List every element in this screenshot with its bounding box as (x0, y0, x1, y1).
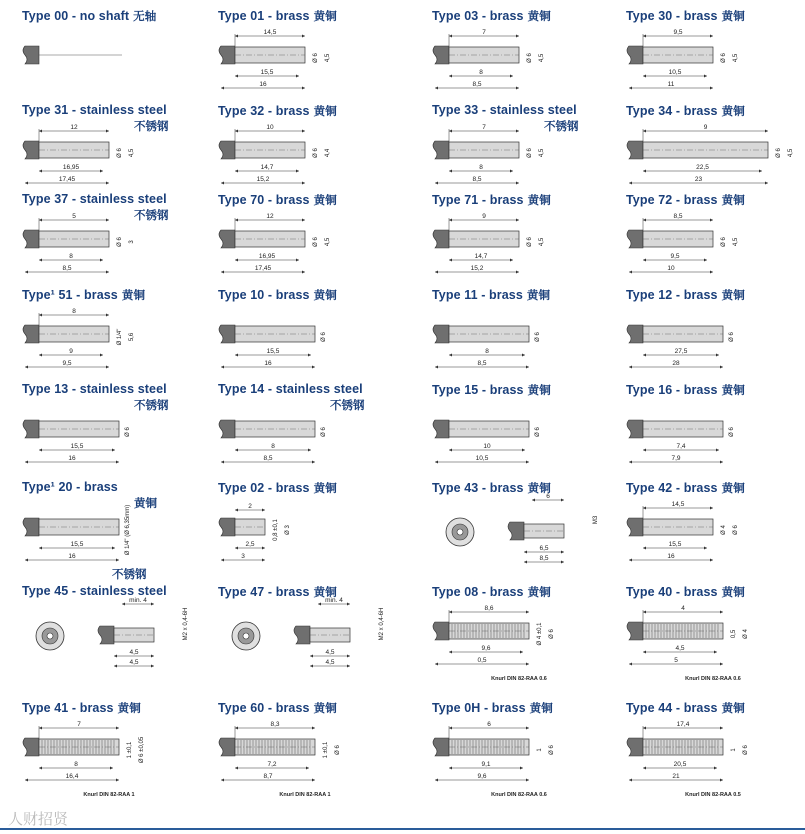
dimension-label: 28 (672, 360, 680, 367)
diameter-label: 4,4 (325, 148, 331, 158)
dimension-label: 8,5 (62, 265, 72, 272)
shaft-type-cell (218, 584, 418, 680)
material-cn: 黄铜 (313, 11, 337, 23)
dimension-label: 17,45 (58, 176, 76, 183)
diameter-label: Ø 6 (313, 237, 319, 247)
diameter-label: Ø 6 (535, 427, 541, 437)
diameter-label: 4,5 (325, 237, 331, 247)
material-cn: 不锈钢 (112, 569, 147, 581)
diameter-label: Ø 6 (729, 332, 735, 342)
dimension-label: 0,5 (477, 657, 487, 664)
dimension-label: 16 (68, 553, 76, 560)
shaft-drawing (22, 192, 212, 284)
dimension-label: 8 (69, 253, 73, 260)
type-name: Type 44 - brass (626, 701, 718, 715)
knurl-spec: Knurl DIN 82-RAA 1 (279, 792, 331, 798)
type-name: Type 72 - brass (626, 193, 718, 207)
diameter-label: Ø 6 (549, 745, 555, 755)
type-name: Type 10 - brass (218, 288, 310, 302)
material-cn: 黄铜 (313, 703, 337, 715)
dimension-label: 12 (70, 124, 78, 131)
watermark: 人财招贤 (8, 810, 69, 828)
knurl-spec: Knurl DIN 82-RAA 0.6 (685, 676, 741, 682)
diameter-label: 5,6 (129, 332, 135, 342)
material-cn: 不锈钢 (134, 400, 169, 412)
diameter-label: 3 (129, 240, 135, 244)
dimension-label: 7,2 (267, 761, 277, 768)
material-cn: 黄铜 (721, 195, 745, 207)
shaft-type-cell (22, 8, 222, 104)
dimension-label: 6 (487, 721, 491, 728)
dimension-label: 7,9 (671, 455, 681, 462)
shaft-type-cell (218, 8, 418, 104)
dimension-label: 7,4 (676, 443, 686, 450)
dimension-label: 10,5 (668, 69, 682, 76)
diameter-label: Ø 6 (321, 332, 327, 342)
dimension-label: 4,5 (325, 649, 335, 656)
dimension-label: 9 (482, 213, 486, 220)
shaft-drawing (626, 584, 805, 682)
diameter-label: Ø 6 (729, 427, 735, 437)
shaft-drawing (218, 382, 408, 474)
shaft-drawing (432, 287, 622, 379)
dimension-label: 8,5 (673, 213, 683, 220)
diameter-label: Ø 1/4" (Ø 6,35mm) (125, 504, 131, 556)
diameter-label: Ø 6 (313, 148, 319, 158)
bottom-rule (0, 828, 805, 830)
shaft-type-cell (22, 480, 222, 576)
type-name: Type 01 - brass (218, 9, 310, 23)
dimension-label: 9,6 (477, 773, 487, 780)
shaft-type-cell (218, 192, 418, 288)
diameter-label: Ø 6 ±0,05 (139, 736, 145, 764)
diameter-label: 4,5 (733, 237, 739, 247)
dimension-label: 9 (703, 124, 708, 131)
diameter-label: Ø 6 (721, 237, 727, 247)
dimension-label: 23 (694, 176, 703, 183)
shaft-type-cell (626, 480, 805, 576)
shaft-type-cell (432, 287, 632, 383)
dimension-label: 9 (69, 348, 73, 355)
shaft-type-cell (432, 192, 632, 288)
material-cn: 黄铜 (527, 385, 551, 397)
diameter-label: Ø 6 (335, 745, 341, 755)
material-cn: 黄铜 (721, 106, 745, 118)
material-cn: 黄铜 (527, 195, 551, 207)
material-cn: 黄铜 (313, 587, 337, 599)
dimension-label: 7 (482, 124, 486, 131)
shaft-drawing (218, 480, 408, 572)
dimension-label: 16 (667, 553, 675, 560)
dimension-label: 2,5 (245, 541, 255, 548)
dimension-label: 15,5 (668, 541, 682, 548)
dimension-label: 8 (74, 761, 78, 768)
dimension-label: 6 (546, 493, 550, 500)
type-name: Type 12 - brass (626, 288, 718, 302)
material-cn: 不锈钢 (330, 400, 365, 412)
type-name: Type 41 - brass (22, 701, 114, 715)
shaft-drawing (626, 8, 805, 100)
dimension-label: min. 4 (325, 597, 343, 604)
diameter-label: Ø 6 (527, 148, 533, 158)
dimension-label: 6,5 (539, 545, 549, 552)
type-name: Type 47 - brass (218, 585, 310, 599)
shaft-drawing (22, 8, 212, 100)
shaft-type-cell (432, 8, 632, 104)
material-cn: 黄铜 (526, 290, 551, 302)
diameter-label: Ø 1/4" (117, 328, 123, 346)
dimension-label: 16 (264, 360, 272, 367)
diameter-label: 1 (537, 748, 543, 752)
diameter-label: Ø 6 (117, 148, 123, 158)
diameter-label: Ø 4 ±0,1 (537, 622, 543, 646)
shaft-type-cell (218, 700, 418, 796)
diameter-label: Ø 3 (285, 525, 291, 535)
shaft-type-cell (432, 480, 632, 576)
type-name: Type 42 - brass (626, 481, 718, 495)
diameter-label: 4,5 (788, 148, 794, 158)
dimension-label: 14,5 (263, 29, 277, 36)
material-cn: 黄铜 (721, 587, 745, 599)
diameter-label: Ø 6 (743, 745, 749, 755)
type-name: Type 70 - brass (218, 193, 310, 207)
material-cn: 黄铜 (313, 290, 337, 302)
shaft-drawing (626, 382, 805, 474)
material-cn: 黄铜 (313, 483, 337, 495)
dimension-label: M2 x 0,4-6H (183, 607, 189, 641)
type-name: Type 02 - brass (218, 481, 310, 495)
type-name: Type 14 - stainless steel (218, 382, 363, 396)
type-name: Type 33 - stainless steel (432, 103, 577, 117)
shaft-drawing (22, 480, 212, 572)
diameter-label: Ø 6 (527, 237, 533, 247)
dimension-label: 15,2 (256, 176, 270, 183)
material-cn: 黄铜 (134, 498, 157, 510)
type-name: Type 37 - stainless steel (22, 192, 167, 206)
type-name: Type 30 - brass (626, 9, 718, 23)
type-name: Type 60 - brass (218, 701, 310, 715)
diameter-label: Ø 4 (721, 525, 727, 535)
dimension-label: 10 (266, 124, 274, 131)
type-name: Type 03 - brass (432, 9, 524, 23)
dimension-label: 3 (241, 553, 245, 560)
type-name: Type 11 - brass (432, 288, 523, 302)
material-cn: 黄铜 (527, 483, 551, 495)
material-cn: 黄铜 (721, 290, 745, 302)
type-name: Type¹ 20 - brass (22, 480, 118, 494)
diameter-label: 1 ±0,1 (323, 741, 329, 759)
dimension-label: 11 (667, 81, 675, 88)
material-cn: 黄铜 (313, 195, 337, 207)
dimension-label: 14,5 (671, 501, 685, 508)
dimension-label: 10 (483, 443, 491, 450)
type-name: Type 00 - no shaft (22, 9, 130, 23)
knurl-spec: Knurl DIN 82-RAA 1 (83, 792, 135, 798)
dimension-label: 8 (479, 164, 483, 171)
dimension-label: 8 (479, 69, 483, 76)
dimension-label: min. 4 (129, 597, 147, 604)
dimension-label: 16,95 (62, 164, 80, 171)
shaft-drawing (218, 8, 408, 100)
dimension-label: 27,5 (674, 348, 688, 355)
type-name: Type 31 - stainless steel (22, 103, 167, 117)
knurl-spec: Knurl DIN 82-RAA 0.5 (685, 792, 741, 798)
dimension-label: 10 (667, 265, 675, 272)
dimension-label: 9,6 (481, 645, 491, 652)
knurl-spec: Knurl DIN 82-RAA 0.6 (491, 792, 547, 798)
material-cn: 不锈钢 (544, 121, 579, 133)
shaft-type-cell (626, 382, 805, 478)
type-name: Type 45 - stainless steel (22, 584, 167, 598)
dimension-label: 2 (248, 503, 252, 510)
dimension-label: 15,2 (470, 265, 484, 272)
material-cn: 黄铜 (721, 703, 745, 715)
type-name: Type 40 - brass (626, 585, 718, 599)
diameter-label: 1 (731, 748, 737, 752)
dimension-label: 7 (77, 721, 81, 728)
diameter-label: 4,5 (129, 148, 135, 158)
dimension-label: 16,4 (65, 773, 79, 780)
dimension-label: 8,5 (263, 455, 273, 462)
dimension-label: 15,5 (70, 443, 84, 450)
shaft-drawing (22, 584, 212, 676)
shaft-drawing (432, 103, 622, 195)
diameter-label: Ø 6 (313, 53, 319, 63)
dimension-label: 5 (72, 213, 76, 220)
diameter-label: Ø 6 (527, 53, 533, 63)
diameter-label: Ø 4 (743, 629, 749, 639)
dimension-label: 15,5 (260, 69, 274, 76)
material-cn: 黄铜 (121, 290, 146, 302)
material-cn: 不锈钢 (134, 210, 169, 222)
diameter-label: Ø 6 (776, 148, 782, 158)
shaft-drawing (432, 8, 622, 100)
dimension-label: 15,5 (266, 348, 280, 355)
dimension-label: 4,5 (325, 659, 335, 666)
dimension-label: 17,45 (254, 265, 272, 272)
dimension-label: 16 (259, 81, 267, 88)
shaft-drawing (626, 700, 805, 798)
shaft-drawing (626, 287, 805, 379)
dimension-label: 4,5 (129, 659, 139, 666)
shaft-drawing (432, 700, 622, 798)
shaft-type-cell (22, 287, 222, 383)
diameter-label: Ø 6 (321, 427, 327, 437)
shaft-type-cell (626, 8, 805, 104)
material-cn: 无轴 (133, 11, 157, 23)
material-cn: 黄铜 (529, 703, 553, 715)
shaft-drawing (218, 287, 408, 379)
shaft-type-cell (432, 103, 632, 199)
shaft-type-cell (626, 584, 805, 680)
diameter-label: 4,5 (539, 53, 545, 63)
shaft-drawing (22, 287, 212, 379)
type-name: Type 32 - brass (218, 104, 310, 118)
diameter-label: Ø 6 (721, 53, 727, 63)
diameter-label: 0,5 (731, 629, 737, 639)
material-cn: 黄铜 (313, 106, 337, 118)
dimension-label: 4,5 (129, 649, 139, 656)
dimension-label: 8,6 (484, 605, 494, 612)
dimension-label: 20,5 (673, 761, 687, 768)
shaft-type-cell (22, 569, 222, 680)
shaft-type-cell (218, 382, 418, 478)
diameter-label: Ø 6 (125, 427, 131, 437)
type-name: Type¹ 51 - brass (22, 288, 118, 302)
dimension-label: 9,5 (62, 360, 72, 367)
diameter-label: Ø 6 (535, 332, 541, 342)
shaft-type-cell (432, 382, 632, 478)
shaft-type-cell (22, 192, 222, 288)
dimension-label: 8,3 (270, 721, 280, 728)
material-cn: 黄铜 (721, 11, 745, 23)
material-cn: 黄铜 (117, 703, 141, 715)
type-name: Type 71 - brass (432, 193, 524, 207)
dimension-label: M3 (593, 515, 599, 525)
dimension-label: 15,5 (70, 541, 84, 548)
type-name: Type 08 - brass (432, 585, 524, 599)
dimension-label: 8,5 (472, 81, 482, 88)
dimension-label: 8,5 (472, 176, 482, 183)
shaft-drawing (218, 192, 408, 284)
diameter-label: Ø 6 (549, 629, 555, 639)
shaft-type-cell (22, 382, 222, 478)
dimension-label: 5 (674, 657, 678, 664)
shaft-type-cell (22, 700, 222, 796)
material-cn: 黄铜 (721, 483, 745, 495)
type-name: Type 15 - brass (432, 383, 524, 397)
dimension-label: 9,5 (673, 29, 683, 36)
dimension-label: 16 (68, 455, 76, 462)
dimension-label: 7 (482, 29, 486, 36)
shaft-type-cell (22, 103, 222, 199)
dimension-label: 8 (485, 348, 489, 355)
shaft-drawing (432, 480, 622, 572)
material-cn: 黄铜 (721, 385, 745, 397)
shaft-drawing (432, 382, 622, 474)
shaft-type-cell (626, 192, 805, 288)
dimension-label: 22,5 (696, 164, 709, 171)
type-name: Type 0H - brass (432, 701, 526, 715)
shaft-drawing (22, 700, 212, 798)
dimension-label: 16,95 (258, 253, 276, 260)
type-name: Type 43 - brass (432, 481, 524, 495)
shaft-drawing (432, 192, 622, 284)
material-cn: 黄铜 (527, 11, 551, 23)
material-cn: 不锈钢 (134, 121, 169, 133)
dimension-label: M2 x 0,4-6H (379, 607, 385, 641)
diameter-label: 1 ±0,1 (127, 741, 133, 759)
knurl-spec: Knurl DIN 82-RAA 0.6 (491, 676, 547, 682)
diameter-label: Ø 6 (733, 525, 739, 535)
dimension-label: 4,5 (675, 645, 685, 652)
shaft-type-cell (626, 287, 805, 383)
type-name: Type 13 - stainless steel (22, 382, 167, 396)
shaft-type-cell (218, 287, 418, 383)
type-name: Type 34 - brass (626, 104, 718, 118)
material-cn: 黄铜 (527, 587, 551, 599)
shaft-drawing (22, 382, 212, 474)
shaft-drawing (218, 103, 408, 195)
dimension-label: 8 (72, 308, 76, 315)
type-name: Type 16 - brass (626, 383, 718, 397)
diameter-label: 4,5 (733, 53, 739, 63)
shaft-type-cell (218, 103, 418, 199)
dimension-label: 14,7 (474, 253, 488, 260)
dimension-label: 8,5 (539, 555, 549, 562)
diameter-label: Ø 6 (117, 237, 123, 247)
shaft-drawing (626, 103, 805, 195)
dimension-label: 14,7 (260, 164, 274, 171)
shaft-drawing (218, 584, 408, 676)
dimension-label: 10,5 (475, 455, 489, 462)
shaft-drawing (218, 700, 408, 798)
diameter-label: 4,5 (539, 237, 545, 247)
dimension-label: 9,1 (481, 761, 491, 768)
shaft-drawing (626, 480, 805, 572)
diameter-label: 4,5 (325, 53, 331, 63)
dimension-label: 17,4 (676, 721, 690, 728)
dimension-label: 4 (681, 605, 685, 612)
dimension-label: 12 (266, 213, 274, 220)
shaft-type-cell (432, 584, 632, 680)
dimension-label: 8 (271, 443, 275, 450)
dimension-label: 21 (672, 773, 680, 780)
diameter-label: 0,8 ±0,1 (273, 519, 279, 541)
shaft-type-cell (432, 700, 632, 796)
shaft-drawing (22, 103, 212, 195)
dimension-label: 8,5 (477, 360, 487, 367)
shaft-drawing (626, 192, 805, 284)
diameter-label: 4,5 (539, 148, 545, 158)
shaft-type-cell (218, 480, 418, 576)
shaft-type-cell (626, 700, 805, 796)
dimension-label: 8,7 (263, 773, 273, 780)
shaft-drawing (432, 584, 622, 682)
dimension-label: 9,5 (670, 253, 680, 260)
shaft-type-cell (626, 103, 805, 199)
